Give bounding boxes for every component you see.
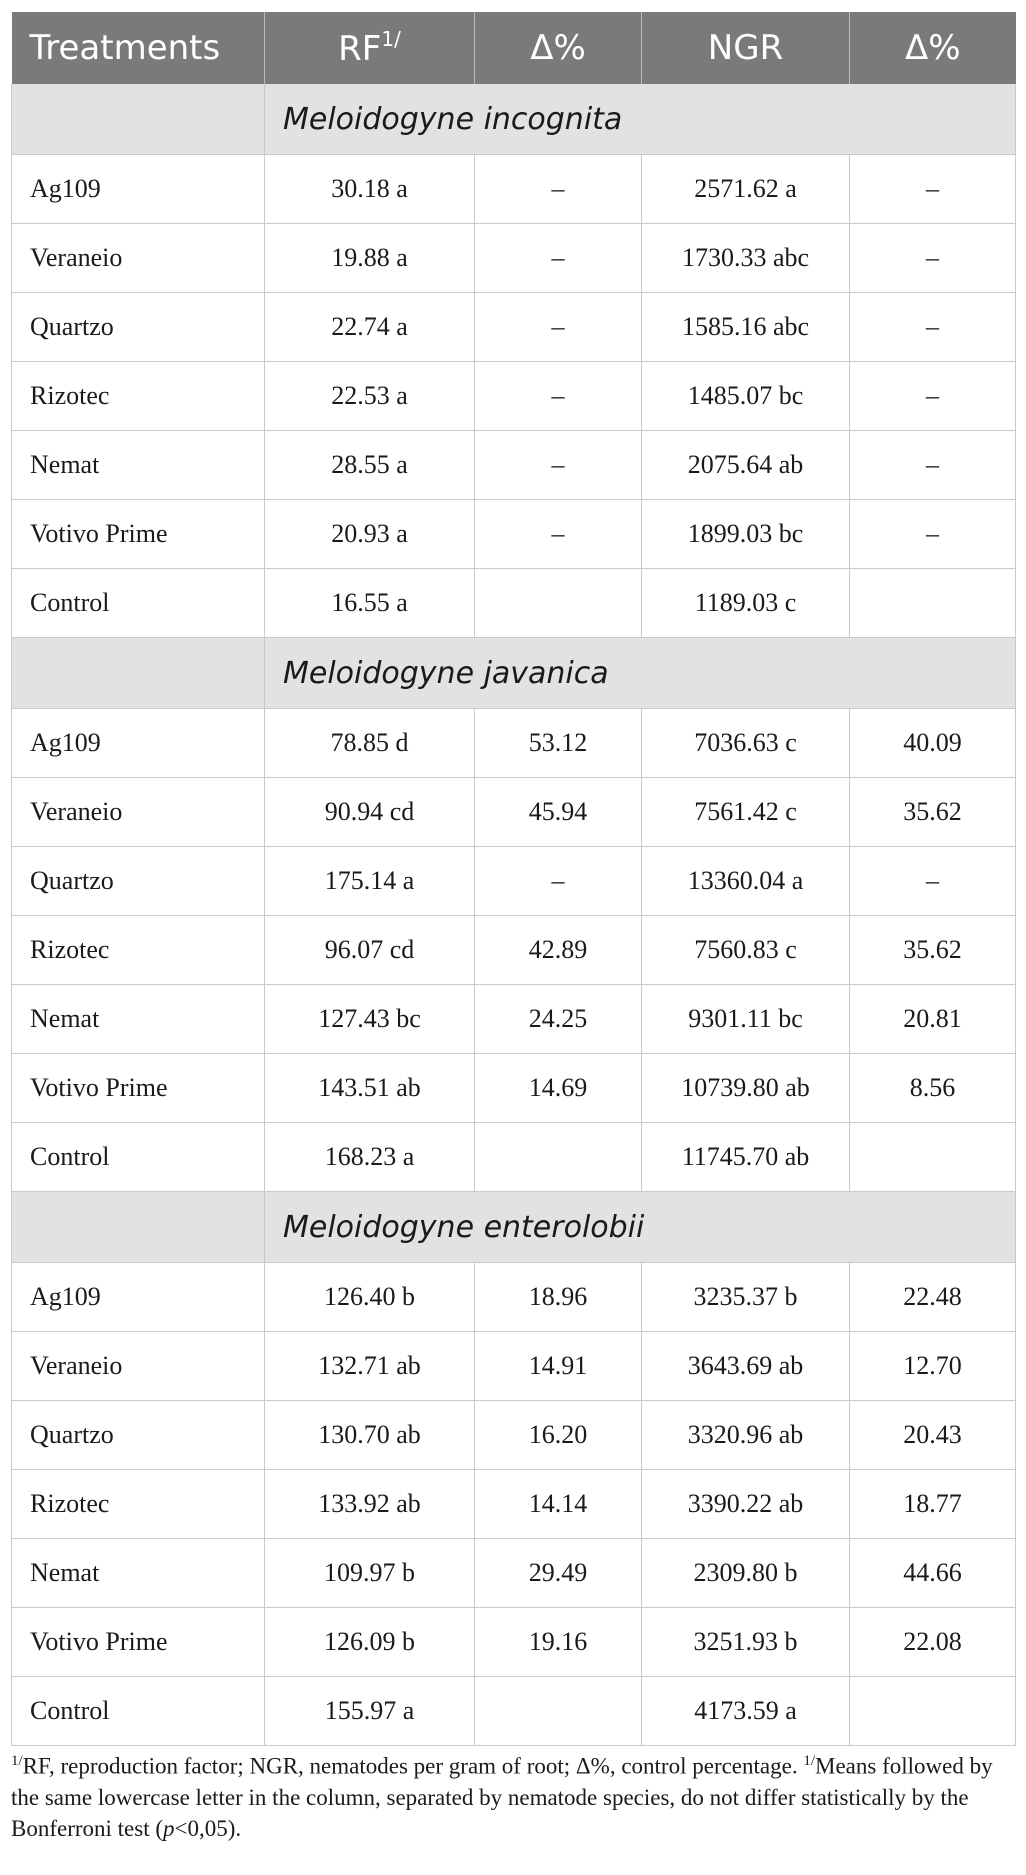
delta-rf-cell: – (475, 224, 642, 293)
rf-cell: 19.88 a (265, 224, 475, 293)
delta-ngr-cell: – (850, 431, 1016, 500)
treatment-cell: Votivo Prime (12, 1054, 265, 1123)
delta-ngr-cell: 22.48 (850, 1263, 1016, 1332)
treatment-cell: Veraneio (12, 778, 265, 847)
rf-cell: 143.51 ab (265, 1054, 475, 1123)
treatment-cell: Veraneio (12, 1332, 265, 1401)
table-row (12, 1608, 1016, 1677)
ngr-cell: 2571.62 a (642, 155, 850, 224)
table-row (12, 1677, 1016, 1746)
rf-cell: 109.97 b (265, 1539, 475, 1608)
delta-ngr-cell: 12.70 (850, 1332, 1016, 1401)
delta-rf-cell: 45.94 (475, 778, 642, 847)
rf-cell: 168.23 a (265, 1123, 475, 1192)
delta-rf-cell: 16.20 (475, 1401, 642, 1470)
rf-cell: 133.92 ab (265, 1470, 475, 1539)
table-footnote (11, 1746, 1015, 1844)
ngr-cell: 1899.03 bc (642, 500, 850, 569)
treatment-cell: Nemat (12, 985, 265, 1054)
delta-rf-cell: – (475, 431, 642, 500)
treatment-cell: Votivo Prime (12, 500, 265, 569)
ngr-cell: 10739.80 ab (642, 1054, 850, 1123)
delta-rf-cell: 14.14 (475, 1470, 642, 1539)
delta-ngr-cell: 40.09 (850, 709, 1016, 778)
table-row (12, 293, 1016, 362)
table-header-row (12, 12, 1016, 84)
ngr-cell: 9301.11 bc (642, 985, 850, 1054)
ngr-cell: 3235.37 b (642, 1263, 850, 1332)
delta-ngr-cell: 22.08 (850, 1608, 1016, 1677)
delta-rf-cell: – (475, 293, 642, 362)
table-row (12, 224, 1016, 293)
rf-cell: 22.74 a (265, 293, 475, 362)
delta-ngr-cell: – (850, 293, 1016, 362)
results-table (11, 12, 1016, 1746)
rf-cell: 127.43 bc (265, 985, 475, 1054)
delta-ngr-cell (850, 569, 1016, 638)
delta-ngr-cell: – (850, 155, 1016, 224)
rf-cell: 30.18 a (265, 155, 475, 224)
rf-cell: 175.14 a (265, 847, 475, 916)
section-row (12, 1192, 1016, 1263)
rf-cell: 126.40 b (265, 1263, 475, 1332)
section-species-name: Meloidogyne javanica (265, 638, 1016, 709)
header-ngr: NGR (642, 12, 850, 84)
header-rf-label: RF (338, 29, 382, 69)
delta-rf-cell: – (475, 155, 642, 224)
ngr-cell: 11745.70 ab (642, 1123, 850, 1192)
ngr-cell: 3251.93 b (642, 1608, 850, 1677)
table-row (12, 985, 1016, 1054)
treatment-cell: Rizotec (12, 1470, 265, 1539)
treatment-cell: Rizotec (12, 916, 265, 985)
delta-ngr-cell: 18.77 (850, 1470, 1016, 1539)
delta-ngr-cell: 35.62 (850, 778, 1016, 847)
results-table-container (11, 12, 1015, 1746)
rf-cell: 78.85 d (265, 709, 475, 778)
section-blank-cell (12, 1192, 265, 1263)
delta-rf-cell: 14.69 (475, 1054, 642, 1123)
ngr-cell: 7561.42 c (642, 778, 850, 847)
footnote-sup-2: 1/ (803, 1753, 815, 1769)
table-row (12, 916, 1016, 985)
footnote-text-2: Means followed by the same lowercase letter in the column, separated by nematode species, do not differ statistically by the Bonferroni test ( (11, 1753, 993, 1841)
treatment-cell: Quartzo (12, 293, 265, 362)
ngr-cell: 1189.03 c (642, 569, 850, 638)
delta-ngr-cell: 8.56 (850, 1054, 1016, 1123)
table-row (12, 362, 1016, 431)
header-treatments: Treatments (12, 12, 265, 84)
rf-cell: 126.09 b (265, 1608, 475, 1677)
header-rf-sup: 1/ (381, 27, 401, 51)
delta-ngr-cell (850, 1677, 1016, 1746)
table-row (12, 1470, 1016, 1539)
section-row (12, 638, 1016, 709)
rf-cell: 16.55 a (265, 569, 475, 638)
rf-cell: 28.55 a (265, 431, 475, 500)
table-row (12, 1401, 1016, 1470)
delta-ngr-cell: – (850, 224, 1016, 293)
delta-rf-cell: 29.49 (475, 1539, 642, 1608)
section-species-name: Meloidogyne incognita (265, 84, 1016, 155)
ngr-cell: 13360.04 a (642, 847, 850, 916)
table-row (12, 778, 1016, 847)
delta-rf-cell (475, 569, 642, 638)
table-row (12, 155, 1016, 224)
treatment-cell: Nemat (12, 1539, 265, 1608)
treatment-cell: Control (12, 1123, 265, 1192)
delta-rf-cell: 18.96 (475, 1263, 642, 1332)
ngr-cell: 1730.33 abc (642, 224, 850, 293)
delta-ngr-cell: 35.62 (850, 916, 1016, 985)
ngr-cell: 2309.80 b (642, 1539, 850, 1608)
delta-rf-cell (475, 1123, 642, 1192)
delta-ngr-cell: – (850, 847, 1016, 916)
header-delta-ngr: Δ% (850, 12, 1016, 84)
table-row (12, 1332, 1016, 1401)
table-row (12, 1263, 1016, 1332)
rf-cell: 130.70 ab (265, 1401, 475, 1470)
rf-cell: 96.07 cd (265, 916, 475, 985)
ngr-cell: 3390.22 ab (642, 1470, 850, 1539)
delta-rf-cell: 42.89 (475, 916, 642, 985)
ngr-cell: 3320.96 ab (642, 1401, 850, 1470)
ngr-cell: 7560.83 c (642, 916, 850, 985)
delta-rf-cell: 24.25 (475, 985, 642, 1054)
table-row (12, 1539, 1016, 1608)
delta-ngr-cell: – (850, 362, 1016, 431)
table-row (12, 709, 1016, 778)
table-row (12, 500, 1016, 569)
table-row (12, 1054, 1016, 1123)
section-blank-cell (12, 84, 265, 155)
footnote-sup-1: 1/ (11, 1753, 23, 1769)
section-species-name: Meloidogyne enterolobii (265, 1192, 1016, 1263)
table-row (12, 847, 1016, 916)
treatment-cell: Votivo Prime (12, 1608, 265, 1677)
section-blank-cell (12, 638, 265, 709)
rf-cell: 132.71 ab (265, 1332, 475, 1401)
delta-rf-cell: 19.16 (475, 1608, 642, 1677)
rf-cell: 90.94 cd (265, 778, 475, 847)
header-rf (265, 12, 475, 84)
delta-ngr-cell (850, 1123, 1016, 1192)
rf-cell: 155.97 a (265, 1677, 475, 1746)
treatment-cell: Control (12, 569, 265, 638)
treatment-cell: Rizotec (12, 362, 265, 431)
treatment-cell: Control (12, 1677, 265, 1746)
delta-rf-cell: 53.12 (475, 709, 642, 778)
table-row (12, 431, 1016, 500)
ngr-cell: 7036.63 c (642, 709, 850, 778)
section-row (12, 84, 1016, 155)
treatment-cell: Nemat (12, 431, 265, 500)
delta-rf-cell: – (475, 847, 642, 916)
ngr-cell: 3643.69 ab (642, 1332, 850, 1401)
ngr-cell: 1485.07 bc (642, 362, 850, 431)
delta-rf-cell: – (475, 500, 642, 569)
treatment-cell: Ag109 (12, 709, 265, 778)
delta-ngr-cell: 44.66 (850, 1539, 1016, 1608)
treatment-cell: Quartzo (12, 847, 265, 916)
delta-rf-cell: 14.91 (475, 1332, 642, 1401)
treatment-cell: Ag109 (12, 1263, 265, 1332)
delta-ngr-cell: 20.43 (850, 1401, 1016, 1470)
delta-ngr-cell: – (850, 500, 1016, 569)
ngr-cell: 1585.16 abc (642, 293, 850, 362)
treatment-cell: Quartzo (12, 1401, 265, 1470)
delta-rf-cell (475, 1677, 642, 1746)
delta-ngr-cell: 20.81 (850, 985, 1016, 1054)
rf-cell: 22.53 a (265, 362, 475, 431)
treatment-cell: Ag109 (12, 155, 265, 224)
ngr-cell: 4173.59 a (642, 1677, 850, 1746)
table-body (12, 84, 1016, 1746)
ngr-cell: 2075.64 ab (642, 431, 850, 500)
delta-rf-cell: – (475, 362, 642, 431)
footnote-text-1: RF, reproduction factor; NGR, nematodes per gram of root; Δ%, control percentage. (22, 1753, 804, 1779)
table-row (12, 569, 1016, 638)
footnote-p-italic: p (163, 1815, 175, 1841)
table-row (12, 1123, 1016, 1192)
rf-cell: 20.93 a (265, 500, 475, 569)
header-delta-rf: Δ% (475, 12, 642, 84)
treatment-cell: Veraneio (12, 224, 265, 293)
footnote-text-3: <0,05). (174, 1815, 242, 1841)
